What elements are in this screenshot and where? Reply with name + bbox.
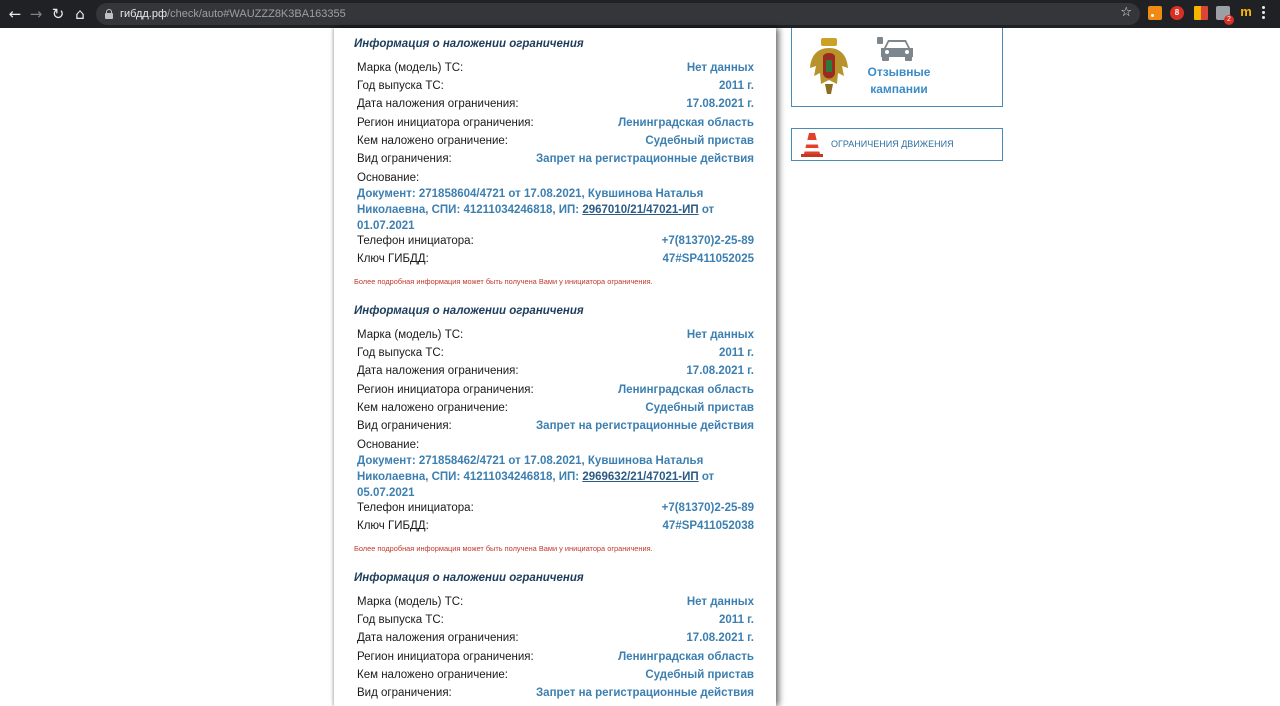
year-label: Год выпуска ТС: xyxy=(357,614,444,626)
region-label: Регион инициатора ограничения: xyxy=(357,384,534,396)
m-extension-icon[interactable]: m xyxy=(1240,4,1252,19)
basis-ip-link[interactable]: 2969632/21/47021-ИП xyxy=(582,471,699,483)
date-label: Дата наложения ограничения: xyxy=(357,365,519,377)
section-title: Информация о наложении ограничения xyxy=(354,572,584,584)
url-path: /check/auto#WAUZZZ8K3BA163355 xyxy=(167,8,346,20)
region-label: Регион инициатора ограничения: xyxy=(357,651,534,663)
date-value: 17.08.2021 г. xyxy=(686,632,754,644)
flag-extension-icon[interactable] xyxy=(1194,6,1208,20)
key-value: 47#SP411052025 xyxy=(662,253,754,265)
imposed-by-value: Судебный пристав xyxy=(645,669,754,681)
kind-value: Запрет на регистрационные действия xyxy=(535,687,754,699)
basis-suffix: от 05.07.2021 xyxy=(357,471,715,499)
year-value: 2011 г. xyxy=(719,80,754,92)
address-bar[interactable] xyxy=(96,3,1140,25)
year-value: 2011 г. xyxy=(719,347,754,359)
browser-toolbar xyxy=(0,0,1280,28)
section-title: Информация о наложении ограничения xyxy=(354,38,584,50)
imposed-by-value: Судебный пристав xyxy=(645,402,754,414)
basis-text xyxy=(357,186,737,234)
date-label: Дата наложения ограничения: xyxy=(357,632,519,644)
model-label: Марка (модель) ТС: xyxy=(357,329,464,341)
region-value: Ленинградская область xyxy=(618,384,754,396)
model-value: Нет данных xyxy=(686,329,754,341)
more-info-note: Более подробная информация может быть получена Вами у инициатора ограничения. xyxy=(354,544,653,553)
home-icon[interactable]: ⌂ xyxy=(75,5,85,23)
basis-label: Основание: xyxy=(357,172,420,184)
year-label: Год выпуска ТС: xyxy=(357,80,444,92)
date-value: 17.08.2021 г. xyxy=(686,365,754,377)
traffic-restrictions-label: ОГРАНИЧЕНИЯ ДВИЖЕНИЯ xyxy=(831,139,954,149)
recall-label-line1: Отзывные xyxy=(867,65,931,79)
traffic-cone-icon xyxy=(801,132,823,158)
recall-campaigns-label xyxy=(864,64,934,98)
basis-text xyxy=(357,453,737,501)
box-extension-badge: 2 xyxy=(1224,15,1234,25)
imposed-by-value: Судебный пристав xyxy=(645,135,754,147)
coat-of-arms-icon xyxy=(809,38,849,96)
recall-campaigns-link[interactable] xyxy=(791,28,1003,107)
bookmark-star-icon[interactable]: ☆ xyxy=(1120,5,1132,20)
notification-extension-icon[interactable]: 8 xyxy=(1170,6,1184,20)
back-arrow-icon[interactable]: ← xyxy=(8,5,22,23)
model-value: Нет данных xyxy=(686,596,754,608)
region-value: Ленинградская область xyxy=(618,651,754,663)
region-label: Регион инициатора ограничения: xyxy=(357,117,534,129)
basis-suffix: от 01.07.2021 xyxy=(357,204,715,232)
region-value: Ленинградская область xyxy=(618,117,754,129)
traffic-restrictions-link[interactable] xyxy=(791,128,1003,161)
reload-icon[interactable]: ↻ xyxy=(51,5,65,23)
model-value: Нет данных xyxy=(686,62,754,74)
kind-value: Запрет на регистрационные действия xyxy=(535,420,754,432)
imposed-by-label: Кем наложено ограничение: xyxy=(357,135,508,147)
restrictions-panel xyxy=(334,28,776,706)
date-label: Дата наложения ограничения: xyxy=(357,98,519,110)
recall-label-line2: кампании xyxy=(870,82,928,96)
phone-label: Телефон инициатора: xyxy=(357,235,474,247)
date-value: 17.08.2021 г. xyxy=(686,98,754,110)
phone-value: +7(81370)2-25-89 xyxy=(661,235,754,247)
year-label: Год выпуска ТС: xyxy=(357,347,444,359)
more-info-note: Более подробная информация может быть получена Вами у инициатора ограничения. xyxy=(354,277,653,286)
key-value: 47#SP411052038 xyxy=(662,520,754,532)
kind-label: Вид ограничения: xyxy=(357,153,452,165)
kind-label: Вид ограничения: xyxy=(357,420,452,432)
car-icon xyxy=(877,36,917,62)
section-title: Информация о наложении ограничения xyxy=(354,305,584,317)
year-value: 2011 г. xyxy=(719,614,754,626)
basis-ip-link[interactable]: 2967010/21/47021-ИП xyxy=(582,204,699,216)
key-label: Ключ ГИБДД: xyxy=(357,520,429,532)
url-host: гибдд.рф xyxy=(120,8,168,20)
forward-arrow-icon[interactable]: → xyxy=(29,5,43,23)
phone-value: +7(81370)2-25-89 xyxy=(661,502,754,514)
model-label: Марка (модель) ТС: xyxy=(357,596,464,608)
rss-extension-icon[interactable] xyxy=(1148,6,1162,20)
phone-label: Телефон инициатора: xyxy=(357,502,474,514)
basis-prefix: Документ: 271858462/4721 от 17.08.2021, Кувшинова Наталья Николаевна, СПИ: 41211034246818, ИП: xyxy=(357,455,704,483)
imposed-by-label: Кем наложено ограничение: xyxy=(357,669,508,681)
kind-label: Вид ограничения: xyxy=(357,687,452,699)
url-text[interactable] xyxy=(120,7,346,21)
kind-value: Запрет на регистрационные действия xyxy=(535,153,754,165)
imposed-by-label: Кем наложено ограничение: xyxy=(357,402,508,414)
box-extension-icon[interactable] xyxy=(1216,6,1231,23)
basis-prefix: Документ: 271858604/4721 от 17.08.2021, Кувшинова Наталья Николаевна, СПИ: 41211034246818, ИП: xyxy=(357,188,704,216)
basis-label: Основание: xyxy=(357,439,420,451)
lock-icon[interactable] xyxy=(105,9,113,19)
model-label: Марка (модель) ТС: xyxy=(357,62,464,74)
key-label: Ключ ГИБДД: xyxy=(357,253,429,265)
browser-menu-icon[interactable] xyxy=(1262,6,1266,22)
